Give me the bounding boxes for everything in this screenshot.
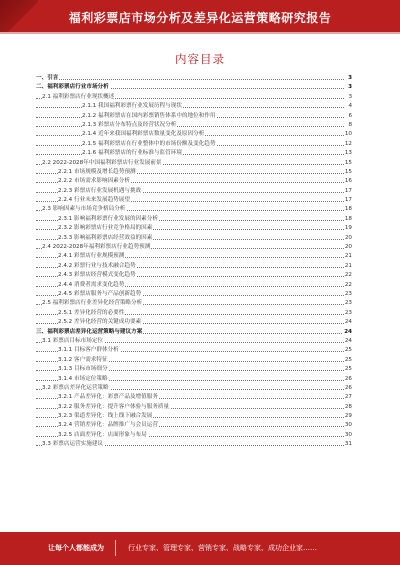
- toc-leader-dots: [36, 79, 344, 80]
- toc-entry-page: 23: [344, 309, 352, 318]
- toc-entry[interactable]: [36, 102, 352, 111]
- toc-entry[interactable]: [36, 440, 352, 449]
- toc-entry-page: 28: [344, 403, 352, 412]
- toc-entry-label: 3.2.2 服务差异化：提升客户体验与服务质量: [58, 403, 170, 412]
- toc-entry-page: 25: [344, 356, 352, 365]
- toc-entry-page: 25: [344, 346, 352, 355]
- toc-entry-label: 2.1.4 近年来我国福利彩票店数量变化及原因分析: [82, 130, 205, 139]
- toc-entry[interactable]: [36, 83, 352, 92]
- footer-slogan-right: 行业专家、管理专家、营销专家、战略专家、成功企业家……: [128, 544, 317, 552]
- toc-entry-page: 26: [344, 375, 352, 384]
- toc-entry[interactable]: [36, 121, 352, 130]
- toc-entry-page: 8: [347, 121, 352, 130]
- toc-entry[interactable]: [36, 431, 352, 440]
- toc-entry[interactable]: [36, 187, 352, 196]
- toc-entry-label: 3.1.3 目标市场细分: [58, 365, 109, 374]
- toc-entry[interactable]: [36, 412, 352, 421]
- toc-entry-page: 24: [344, 337, 352, 346]
- toc-entry-label: 2.4.1 彩票店行业规模预测: [58, 252, 125, 261]
- toc-entry[interactable]: [36, 234, 352, 243]
- report-title: 福利彩票店市场分析及差异化运营策略研究报告: [68, 11, 332, 25]
- toc-entry-page: 15: [344, 159, 352, 168]
- toc-entry[interactable]: [36, 159, 352, 168]
- toc-entry-label: 2.3 影响因素与市场竞争格局分析: [42, 205, 126, 214]
- toc-entry-label: 3.2.5 店面差异化：店面形象与布局: [58, 431, 148, 440]
- toc-entry-label: 2.2 2022-2028年中国福利彩票店行业发展前景: [42, 159, 162, 168]
- toc-entry-label: 2.1.5 福利彩票店在行业整体中的市场份额及变化趋势: [82, 140, 216, 149]
- toc-entry-page: 30: [344, 421, 352, 430]
- toc-entry-label: 3.1.2 客户需求特征: [58, 356, 109, 365]
- toc-entry-page: 19: [344, 224, 352, 233]
- toc-entry[interactable]: [36, 393, 352, 402]
- toc-entry[interactable]: [36, 224, 352, 233]
- toc-entry-page: 18: [344, 205, 352, 214]
- toc-entry-label: 2.5.2 差异化经营的关键成功要素: [58, 318, 142, 327]
- toc-entry[interactable]: [36, 356, 352, 365]
- toc-entry-page: 30: [344, 431, 352, 440]
- toc-entry[interactable]: [36, 196, 352, 205]
- toc-entry-label: 2.2.4 行业未来发展趋势展望: [58, 196, 131, 205]
- toc-entry-page: 6: [347, 112, 352, 121]
- toc-entry[interactable]: [36, 375, 352, 384]
- toc-entry[interactable]: [36, 384, 352, 393]
- toc-entry[interactable]: [36, 112, 352, 121]
- footer-separator: [115, 540, 116, 556]
- toc-entry-label: 2.4.3 彩票店经营模式变化趋势: [58, 271, 137, 280]
- toc-entry-label: 3.2.4 营销差异化：品牌推广与会员运营: [58, 421, 159, 430]
- toc-entry-label: 2.4.4 消费者需求变化趋势: [58, 281, 125, 290]
- toc-entry[interactable]: [36, 149, 352, 158]
- toc-entry[interactable]: [36, 346, 352, 355]
- toc-entry-label: 3.2 彩票店差异化运营策略: [42, 384, 110, 393]
- toc-entry[interactable]: [36, 290, 352, 299]
- toc-entry-label: 2.3.2 影响彩票店行业竞争格局的因素: [58, 224, 153, 233]
- toc-entry-label: 2.5 福利彩票店行业差异化经营策略分析: [42, 299, 143, 308]
- toc-entry[interactable]: [36, 271, 352, 280]
- toc-entry-label: 3.1.1 目标客户群体分析: [58, 346, 120, 355]
- toc-entry-label: 2.4 2022-2028年福利彩票店行业趋势预测: [42, 243, 151, 252]
- toc-entry-label: 3.3 彩票店运营实施建议: [42, 440, 104, 449]
- toc-entry[interactable]: [36, 74, 352, 83]
- toc-entry[interactable]: [36, 243, 352, 252]
- toc-entry-label: 二、福利彩票店行业市场分析: [36, 83, 110, 92]
- toc-entry-page: 29: [344, 412, 352, 421]
- toc-entry-label: 2.5.1 差异化经营的必要性: [58, 309, 125, 318]
- toc-entry-label: 2.1.1 我国福利彩票行业发展历程与现状: [82, 102, 183, 111]
- toc-entry-page: 20: [344, 243, 352, 252]
- footer-slogan-left: 让每个人都能成为: [48, 544, 104, 552]
- header-banner: [0, 0, 400, 34]
- toc-entry[interactable]: [36, 140, 352, 149]
- toc-entry-page: 21: [344, 262, 352, 271]
- toc-entry-page: 17: [344, 196, 352, 205]
- toc-entry-label: 2.3.1 影响福利彩票行业发展的因素分析: [58, 215, 159, 224]
- toc-entry-page: 23: [344, 299, 352, 308]
- toc-entry[interactable]: [36, 215, 352, 224]
- toc-entry[interactable]: [36, 328, 352, 337]
- table-of-contents: [36, 74, 352, 450]
- toc-entry-label: 2.4.5 彩票店服务与产品创新趋势: [58, 290, 142, 299]
- toc-entry-page: 3: [347, 74, 352, 83]
- toc-entry-label: 2.1 福利彩票店行业现状概述: [42, 93, 115, 102]
- toc-entry-page: 18: [344, 215, 352, 224]
- toc-entry-label: 一、引言: [36, 74, 59, 83]
- toc-entry[interactable]: [36, 299, 352, 308]
- toc-entry-label: 三、福利彩票店差异化运营策略与建议方案: [36, 328, 143, 337]
- toc-entry-page: 13: [344, 149, 352, 158]
- toc-entry-page: 24: [344, 318, 352, 327]
- toc-entry-page: 23: [344, 290, 352, 299]
- toc-entry-label: 2.2.1 市场规模及增长趋势预测: [58, 168, 137, 177]
- toc-entry-page: 15: [344, 168, 352, 177]
- toc-entry-label: 2.1.3 彩票店分布特点及经营状况分析: [82, 121, 177, 130]
- toc-entry-page: 21: [344, 252, 352, 261]
- toc-entry[interactable]: [36, 262, 352, 271]
- toc-entry-label: 2.2.2 市场需求影响因素分析: [58, 177, 131, 186]
- toc-entry[interactable]: [36, 337, 352, 346]
- toc-entry-page: 25: [344, 365, 352, 374]
- toc-entry-page: 22: [344, 281, 352, 290]
- toc-entry[interactable]: [36, 93, 352, 102]
- toc-entry-label: 2.1.2 福利彩票店在国内彩票销售体系中的地位和作用: [82, 112, 216, 121]
- toc-entry[interactable]: [36, 281, 352, 290]
- toc-entry[interactable]: [36, 205, 352, 214]
- toc-entry-page: 22: [344, 271, 352, 280]
- toc-entry-page: 4: [347, 102, 352, 111]
- toc-heading: 内容目录: [175, 52, 225, 66]
- toc-entry[interactable]: [36, 403, 352, 412]
- toc-entry-page: 31: [344, 440, 352, 449]
- toc-entry[interactable]: [36, 252, 352, 261]
- toc-entry-page: 3: [347, 83, 352, 92]
- toc-entry-label: 2.2.3 彩票店行业发展机遇与挑战: [58, 187, 142, 196]
- toc-entry-page: 27: [344, 393, 352, 402]
- toc-entry-page: 12: [344, 140, 352, 149]
- header-divider: [0, 32, 400, 34]
- toc-entry[interactable]: [36, 421, 352, 430]
- toc-entry-label: 3.1.4 市场定位策略: [58, 375, 109, 384]
- toc-entry-label: 3.2.3 渠道差异化：线上线下融合发展: [58, 412, 153, 421]
- toc-entry-label: 3.2.1 产品差异化：彩票产品及增值服务: [58, 393, 159, 402]
- toc-entry[interactable]: [36, 365, 352, 374]
- toc-entry[interactable]: [36, 130, 352, 139]
- toc-entry-page: 16: [344, 177, 352, 186]
- toc-entry[interactable]: [36, 177, 352, 186]
- toc-entry-page: 24: [343, 328, 352, 337]
- footer-banner: [0, 532, 400, 565]
- toc-entry[interactable]: [36, 318, 352, 327]
- toc-entry-label: 2.3.3 影响福利彩票店经营效益的因素: [58, 234, 153, 243]
- toc-entry[interactable]: [36, 168, 352, 177]
- toc-entry-page: 26: [344, 384, 352, 393]
- toc-entry-label: 2.1.6 福利彩票店的行业标准与监管环境: [82, 149, 183, 158]
- toc-entry-page: 17: [344, 187, 352, 196]
- toc-entry-label: 2.4.2 彩票行业与技术融合趋势: [58, 262, 137, 271]
- toc-entry-label: 3.1 彩票店目标市场定位: [42, 337, 104, 346]
- toc-entry-page: 3: [347, 93, 352, 102]
- toc-entry[interactable]: [36, 309, 352, 318]
- toc-entry-page: 10: [344, 130, 352, 139]
- toc-entry-page: 20: [344, 234, 352, 243]
